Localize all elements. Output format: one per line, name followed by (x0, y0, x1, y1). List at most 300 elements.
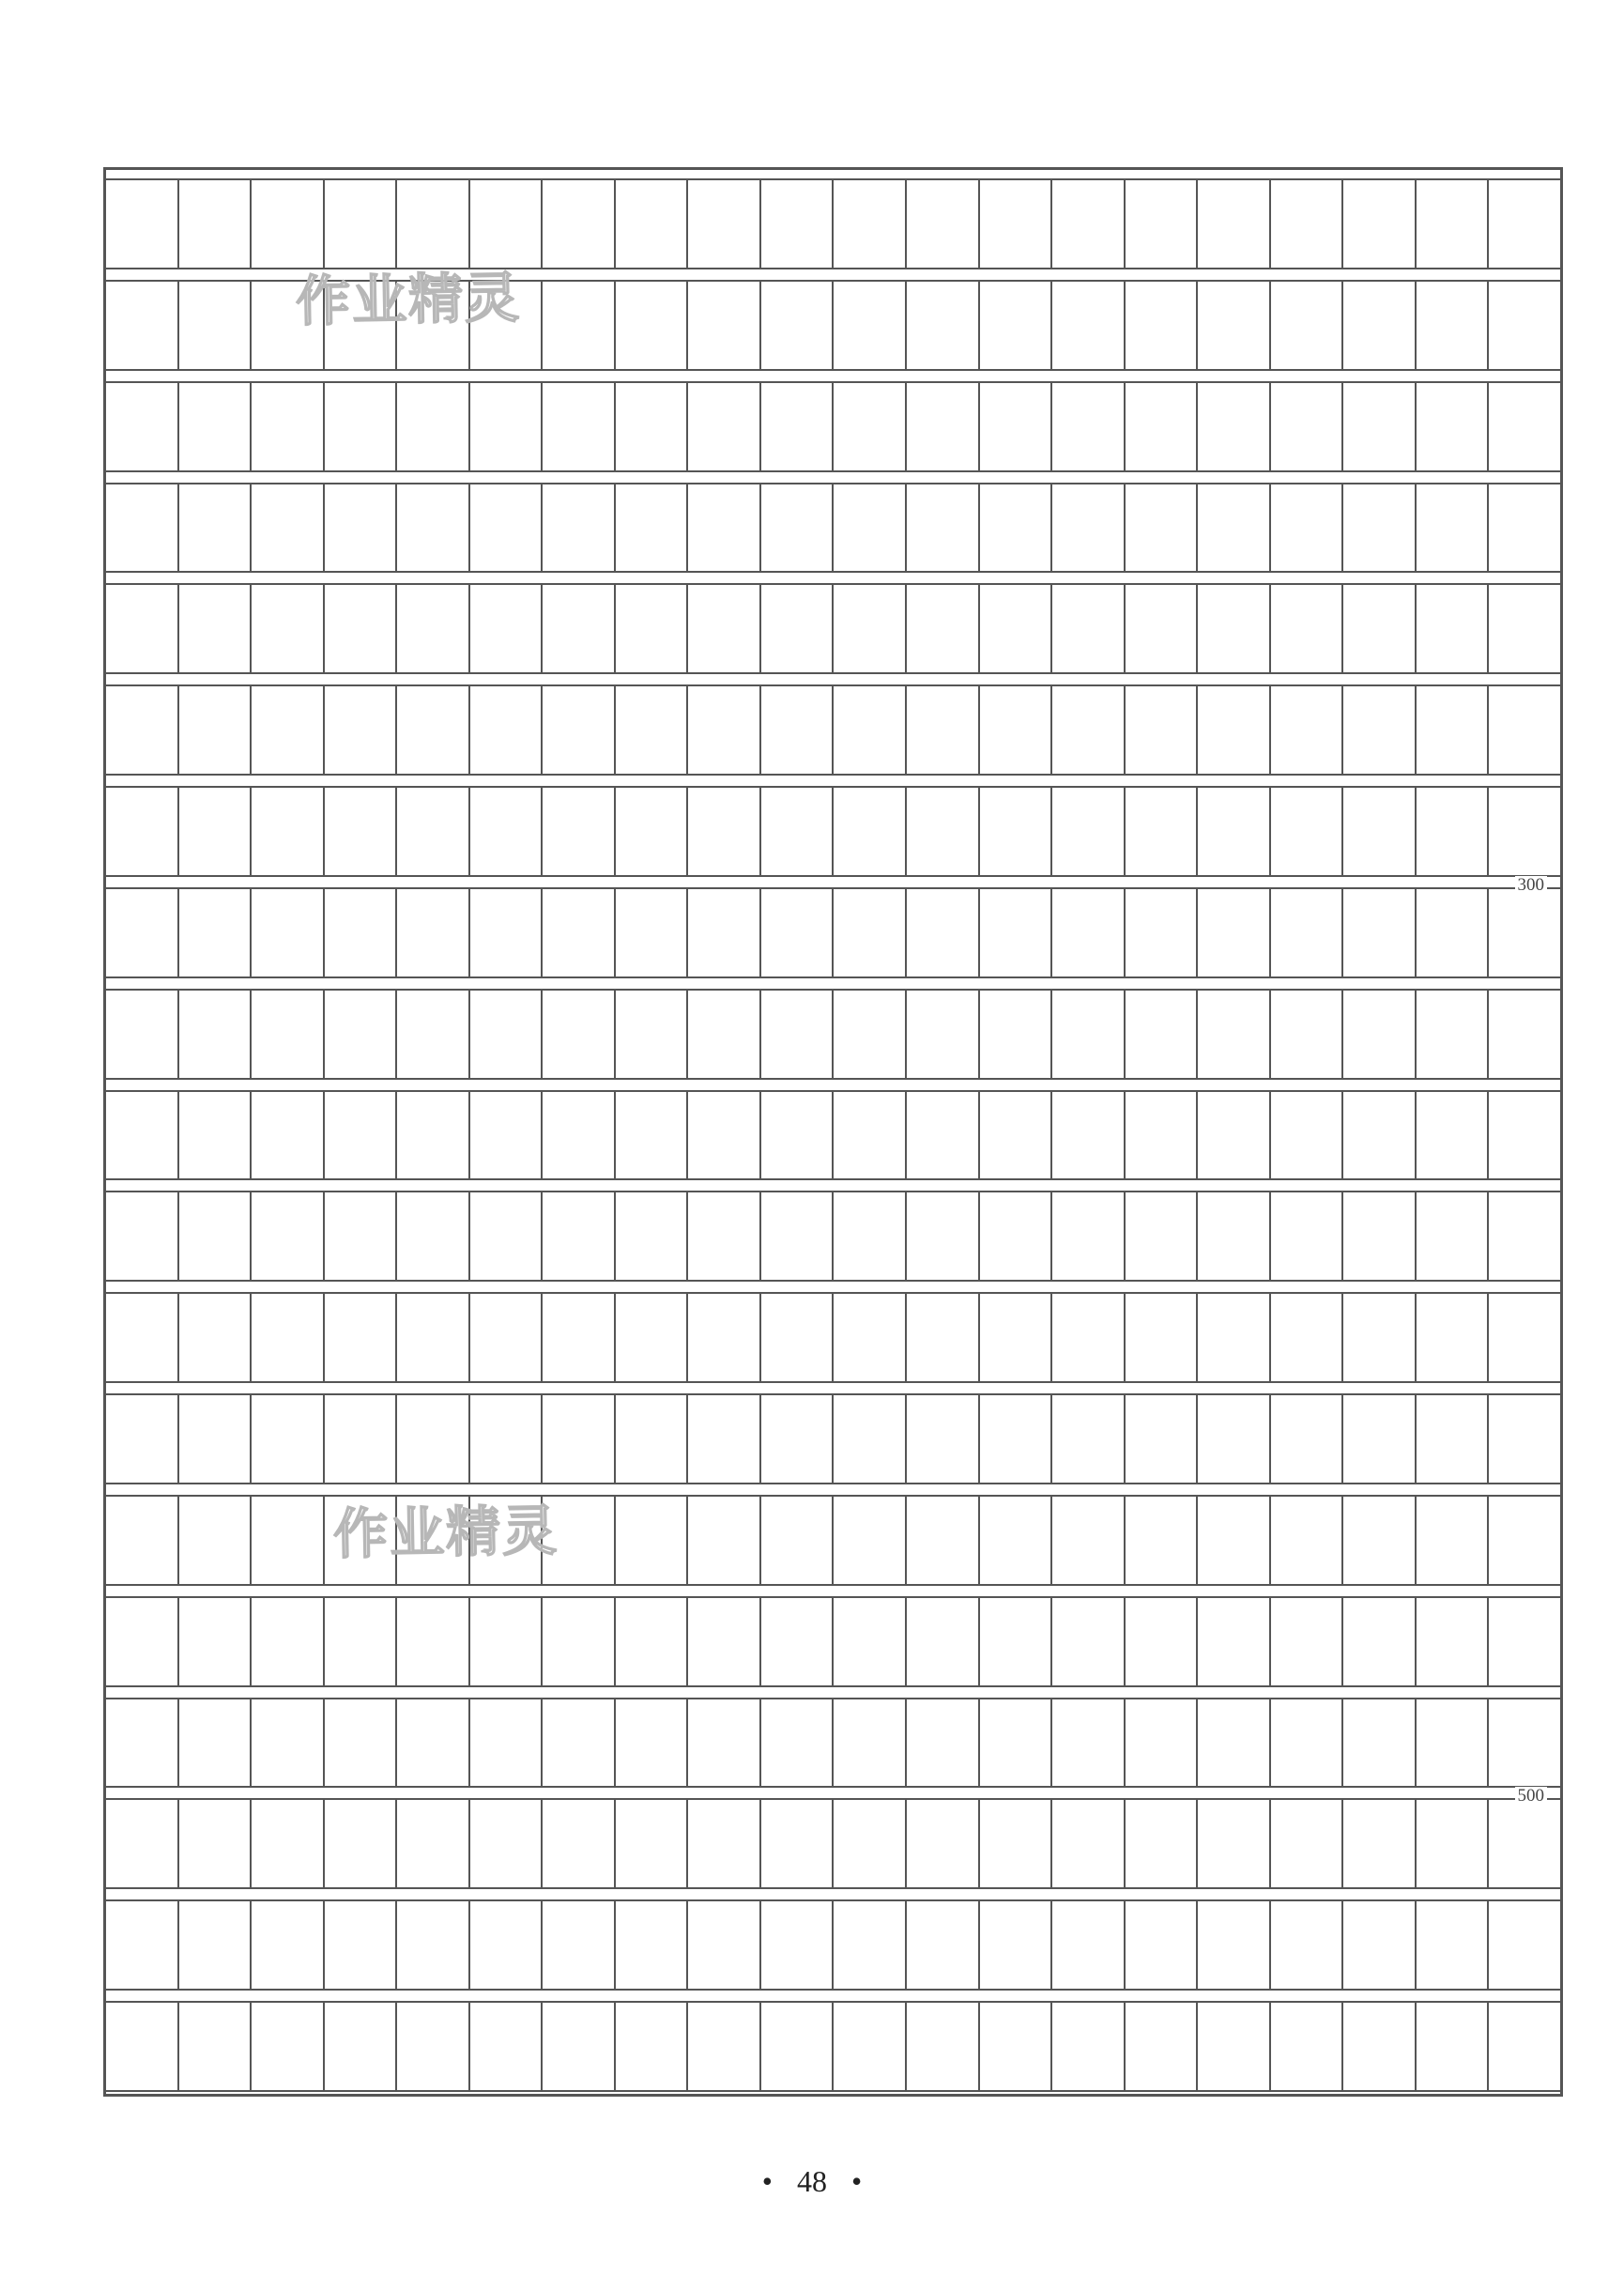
grid-cell[interactable] (177, 282, 251, 369)
grid-cell[interactable] (323, 1699, 396, 1787)
grid-cell[interactable] (686, 1192, 759, 1280)
grid-cell[interactable] (614, 1395, 687, 1483)
grid-cell[interactable] (1124, 788, 1197, 875)
grid-cell[interactable] (759, 2003, 833, 2090)
grid-cell[interactable] (395, 1598, 468, 1685)
grid-cell[interactable] (832, 1699, 905, 1787)
grid-cell[interactable] (468, 686, 542, 774)
grid-cell[interactable] (614, 1699, 687, 1787)
grid-cell[interactable] (978, 383, 1051, 470)
grid-cell[interactable] (1050, 180, 1124, 268)
grid-cell[interactable] (686, 1800, 759, 1887)
grid-cell[interactable] (614, 1598, 687, 1685)
grid-cell[interactable] (177, 180, 251, 268)
grid-cell[interactable] (1124, 1092, 1197, 1179)
grid-cell[interactable] (1415, 991, 1488, 1078)
grid-cell[interactable] (832, 585, 905, 672)
grid-cell[interactable] (759, 1294, 833, 1381)
grid-cell[interactable] (1196, 383, 1269, 470)
grid-cell[interactable] (1341, 1901, 1415, 1989)
grid-cell[interactable] (323, 180, 396, 268)
grid-cell[interactable] (759, 1699, 833, 1787)
grid-cell[interactable] (1415, 383, 1488, 470)
grid-cell[interactable] (1124, 2003, 1197, 2090)
grid-cell[interactable] (106, 686, 177, 774)
grid-cell[interactable] (1341, 484, 1415, 572)
grid-cell[interactable] (614, 1901, 687, 1989)
grid-cell[interactable] (1269, 585, 1342, 672)
grid-cell[interactable] (1196, 585, 1269, 672)
grid-cell[interactable] (1415, 1092, 1488, 1179)
grid-cell[interactable] (177, 2003, 251, 2090)
grid-cell[interactable] (1196, 1294, 1269, 1381)
grid-cell[interactable] (541, 180, 614, 268)
grid-cell[interactable] (1487, 180, 1560, 268)
grid-cell[interactable] (1415, 1192, 1488, 1280)
grid-cell[interactable] (106, 484, 177, 572)
grid-cell[interactable] (1487, 282, 1560, 369)
grid-cell[interactable] (177, 1598, 251, 1685)
grid-cell[interactable] (395, 686, 468, 774)
grid-cell[interactable] (1050, 686, 1124, 774)
grid-cell[interactable] (1415, 180, 1488, 268)
grid-cell[interactable] (759, 686, 833, 774)
grid-cell[interactable] (395, 1092, 468, 1179)
grid-cell[interactable] (978, 1192, 1051, 1280)
grid-cell[interactable] (541, 383, 614, 470)
grid-cell[interactable] (250, 1800, 323, 1887)
grid-cell[interactable] (106, 991, 177, 1078)
grid-cell[interactable] (614, 484, 687, 572)
grid-cell[interactable] (686, 383, 759, 470)
grid-cell[interactable] (1415, 282, 1488, 369)
grid-cell[interactable] (978, 180, 1051, 268)
grid-cell[interactable] (1050, 1800, 1124, 1887)
grid-cell[interactable] (323, 788, 396, 875)
grid-cell[interactable] (1487, 585, 1560, 672)
grid-cell[interactable] (1415, 1800, 1488, 1887)
grid-cell[interactable] (395, 1901, 468, 1989)
grid-cell[interactable] (614, 1800, 687, 1887)
grid-cell[interactable] (541, 686, 614, 774)
grid-cell[interactable] (1415, 1294, 1488, 1381)
grid-cell[interactable] (177, 1901, 251, 1989)
grid-cell[interactable] (177, 1294, 251, 1381)
grid-cell[interactable] (1415, 1598, 1488, 1685)
grid-cell[interactable] (468, 1800, 542, 1887)
grid-cell[interactable] (1415, 1395, 1488, 1483)
grid-cell[interactable] (177, 686, 251, 774)
grid-cell[interactable] (468, 1092, 542, 1179)
grid-cell[interactable] (832, 1294, 905, 1381)
grid-cell[interactable] (1196, 1598, 1269, 1685)
grid-cell[interactable] (106, 1800, 177, 1887)
grid-cell[interactable] (1124, 1901, 1197, 1989)
grid-cell[interactable] (759, 1901, 833, 1989)
grid-cell[interactable] (832, 1192, 905, 1280)
grid-cell[interactable] (978, 585, 1051, 672)
grid-cell[interactable] (1124, 889, 1197, 976)
grid-cell[interactable] (468, 585, 542, 672)
grid-cell[interactable] (250, 1497, 323, 1584)
grid-cell[interactable] (468, 484, 542, 572)
grid-cell[interactable] (686, 1699, 759, 1787)
grid-cell[interactable] (905, 1395, 978, 1483)
grid-cell[interactable] (905, 180, 978, 268)
grid-cell[interactable] (978, 788, 1051, 875)
grid-cell[interactable] (468, 788, 542, 875)
grid-cell[interactable] (541, 889, 614, 976)
grid-cell[interactable] (468, 1192, 542, 1280)
grid-cell[interactable] (177, 1497, 251, 1584)
grid-cell[interactable] (1415, 1901, 1488, 1989)
grid-cell[interactable] (1269, 180, 1342, 268)
grid-cell[interactable] (250, 788, 323, 875)
grid-cell[interactable] (1269, 1598, 1342, 1685)
grid-cell[interactable] (468, 1901, 542, 1989)
grid-cell[interactable] (978, 282, 1051, 369)
grid-cell[interactable] (106, 585, 177, 672)
grid-cell[interactable] (832, 889, 905, 976)
grid-cell[interactable] (177, 788, 251, 875)
grid-cell[interactable] (541, 991, 614, 1078)
grid-cell[interactable] (1487, 1497, 1560, 1584)
grid-cell[interactable] (1196, 889, 1269, 976)
grid-cell[interactable] (614, 788, 687, 875)
grid-cell[interactable] (106, 1092, 177, 1179)
grid-cell[interactable] (250, 585, 323, 672)
grid-cell[interactable] (759, 788, 833, 875)
grid-cell[interactable] (106, 788, 177, 875)
grid-cell[interactable] (905, 1598, 978, 1685)
grid-cell[interactable] (1196, 1901, 1269, 1989)
grid-cell[interactable] (1196, 1192, 1269, 1280)
grid-cell[interactable] (1124, 1192, 1197, 1280)
grid-cell[interactable] (614, 180, 687, 268)
grid-cell[interactable] (614, 383, 687, 470)
grid-cell[interactable] (1196, 788, 1269, 875)
grid-cell[interactable] (250, 1294, 323, 1381)
grid-cell[interactable] (395, 889, 468, 976)
grid-cell[interactable] (905, 282, 978, 369)
grid-cell[interactable] (1487, 484, 1560, 572)
grid-cell[interactable] (686, 1294, 759, 1381)
grid-cell[interactable] (177, 585, 251, 672)
grid-cell[interactable] (1341, 991, 1415, 1078)
grid-cell[interactable] (978, 484, 1051, 572)
grid-cell[interactable] (1269, 1294, 1342, 1381)
grid-cell[interactable] (1415, 1699, 1488, 1787)
grid-cell[interactable] (106, 889, 177, 976)
grid-cell[interactable] (759, 1497, 833, 1584)
grid-cell[interactable] (978, 889, 1051, 976)
grid-cell[interactable] (106, 282, 177, 369)
grid-cell[interactable] (905, 889, 978, 976)
grid-cell[interactable] (1050, 1395, 1124, 1483)
grid-cell[interactable] (832, 788, 905, 875)
grid-cell[interactable] (1415, 788, 1488, 875)
grid-cell[interactable] (978, 1901, 1051, 1989)
grid-cell[interactable] (541, 1901, 614, 1989)
grid-cell[interactable] (759, 1598, 833, 1685)
grid-cell[interactable] (1196, 1800, 1269, 1887)
grid-cell[interactable] (905, 1192, 978, 1280)
grid-cell[interactable] (468, 1699, 542, 1787)
grid-cell[interactable] (759, 1092, 833, 1179)
grid-cell[interactable] (395, 1192, 468, 1280)
grid-cell[interactable] (832, 1598, 905, 1685)
grid-cell[interactable] (905, 1497, 978, 1584)
grid-cell[interactable] (1269, 1092, 1342, 1179)
grid-cell[interactable] (1050, 383, 1124, 470)
grid-cell[interactable] (106, 1598, 177, 1685)
grid-cell[interactable] (978, 686, 1051, 774)
grid-cell[interactable] (1124, 585, 1197, 672)
grid-cell[interactable] (177, 1092, 251, 1179)
grid-cell[interactable] (832, 1395, 905, 1483)
grid-cell[interactable] (1124, 1598, 1197, 1685)
grid-cell[interactable] (1124, 1395, 1197, 1483)
grid-cell[interactable] (1050, 484, 1124, 572)
grid-cell[interactable] (1196, 282, 1269, 369)
grid-cell[interactable] (323, 991, 396, 1078)
grid-cell[interactable] (978, 1092, 1051, 1179)
grid-cell[interactable] (106, 1901, 177, 1989)
grid-cell[interactable] (1196, 1395, 1269, 1483)
grid-cell[interactable] (106, 1699, 177, 1787)
grid-cell[interactable] (1487, 1294, 1560, 1381)
grid-cell[interactable] (759, 484, 833, 572)
grid-cell[interactable] (759, 585, 833, 672)
grid-cell[interactable] (1341, 788, 1415, 875)
grid-cell[interactable] (177, 484, 251, 572)
grid-cell[interactable] (1269, 991, 1342, 1078)
grid-cell[interactable] (1196, 1699, 1269, 1787)
grid-cell[interactable] (250, 2003, 323, 2090)
grid-cell[interactable] (832, 484, 905, 572)
grid-cell[interactable] (1341, 1192, 1415, 1280)
grid-cell[interactable] (759, 1395, 833, 1483)
grid-cell[interactable] (1196, 991, 1269, 1078)
grid-cell[interactable] (323, 1192, 396, 1280)
grid-cell[interactable] (905, 1800, 978, 1887)
grid-cell[interactable] (1415, 2003, 1488, 2090)
grid-cell[interactable] (541, 282, 614, 369)
grid-cell[interactable] (1050, 1598, 1124, 1685)
grid-cell[interactable] (1269, 1800, 1342, 1887)
grid-cell[interactable] (614, 1294, 687, 1381)
grid-cell[interactable] (1269, 1699, 1342, 1787)
grid-cell[interactable] (541, 1598, 614, 1685)
grid-cell[interactable] (1487, 2003, 1560, 2090)
grid-cell[interactable] (541, 1092, 614, 1179)
grid-cell[interactable] (686, 1395, 759, 1483)
grid-cell[interactable] (1341, 889, 1415, 976)
grid-cell[interactable] (1487, 1598, 1560, 1685)
grid-cell[interactable] (395, 991, 468, 1078)
grid-cell[interactable] (905, 1092, 978, 1179)
grid-cell[interactable] (978, 2003, 1051, 2090)
grid-cell[interactable] (468, 889, 542, 976)
grid-cell[interactable] (106, 1395, 177, 1483)
grid-cell[interactable] (905, 1294, 978, 1381)
grid-cell[interactable] (1050, 788, 1124, 875)
grid-cell[interactable] (250, 1901, 323, 1989)
grid-cell[interactable] (1269, 686, 1342, 774)
grid-cell[interactable] (978, 1497, 1051, 1584)
grid-cell[interactable] (323, 1598, 396, 1685)
grid-cell[interactable] (905, 991, 978, 1078)
grid-cell[interactable] (978, 1294, 1051, 1381)
grid-cell[interactable] (1341, 686, 1415, 774)
grid-cell[interactable] (1341, 1092, 1415, 1179)
grid-cell[interactable] (614, 686, 687, 774)
grid-cell[interactable] (1487, 1192, 1560, 1280)
grid-cell[interactable] (905, 1699, 978, 1787)
grid-cell[interactable] (1487, 889, 1560, 976)
grid-cell[interactable] (686, 1598, 759, 1685)
grid-cell[interactable] (832, 1800, 905, 1887)
grid-cell[interactable] (106, 1294, 177, 1381)
grid-cell[interactable] (1196, 1092, 1269, 1179)
grid-cell[interactable] (1196, 484, 1269, 572)
grid-cell[interactable] (1341, 1497, 1415, 1584)
grid-cell[interactable] (905, 788, 978, 875)
grid-cell[interactable] (1269, 889, 1342, 976)
grid-cell[interactable] (177, 889, 251, 976)
grid-cell[interactable] (395, 1699, 468, 1787)
grid-cell[interactable] (468, 1294, 542, 1381)
grid-cell[interactable] (250, 1395, 323, 1483)
grid-cell[interactable] (1415, 889, 1488, 976)
grid-cell[interactable] (106, 1192, 177, 1280)
grid-cell[interactable] (1487, 1699, 1560, 1787)
grid-cell[interactable] (395, 2003, 468, 2090)
grid-cell[interactable] (1341, 383, 1415, 470)
grid-cell[interactable] (177, 1395, 251, 1483)
grid-cell[interactable] (832, 1497, 905, 1584)
grid-cell[interactable] (106, 1497, 177, 1584)
grid-cell[interactable] (1415, 686, 1488, 774)
grid-cell[interactable] (395, 383, 468, 470)
grid-cell[interactable] (686, 180, 759, 268)
grid-cell[interactable] (1050, 991, 1124, 1078)
grid-cell[interactable] (1124, 1294, 1197, 1381)
grid-cell[interactable] (1269, 1497, 1342, 1584)
grid-cell[interactable] (832, 180, 905, 268)
grid-cell[interactable] (1341, 1800, 1415, 1887)
grid-cell[interactable] (541, 1800, 614, 1887)
grid-cell[interactable] (905, 585, 978, 672)
grid-cell[interactable] (1487, 1092, 1560, 1179)
grid-cell[interactable] (177, 1192, 251, 1280)
grid-cell[interactable] (1487, 1800, 1560, 1887)
grid-cell[interactable] (468, 1395, 542, 1483)
grid-cell[interactable] (832, 2003, 905, 2090)
grid-cell[interactable] (106, 2003, 177, 2090)
grid-cell[interactable] (686, 1497, 759, 1584)
grid-cell[interactable] (1269, 1901, 1342, 1989)
grid-cell[interactable] (1341, 282, 1415, 369)
grid-cell[interactable] (759, 991, 833, 1078)
grid-cell[interactable] (395, 1395, 468, 1483)
grid-cell[interactable] (614, 889, 687, 976)
grid-cell[interactable] (1050, 1092, 1124, 1179)
grid-cell[interactable] (978, 991, 1051, 1078)
grid-cell[interactable] (541, 1294, 614, 1381)
grid-cell[interactable] (1487, 788, 1560, 875)
grid-cell[interactable] (323, 1800, 396, 1887)
grid-cell[interactable] (832, 383, 905, 470)
grid-cell[interactable] (1124, 1800, 1197, 1887)
grid-cell[interactable] (686, 2003, 759, 2090)
grid-cell[interactable] (323, 585, 396, 672)
grid-cell[interactable] (614, 585, 687, 672)
grid-cell[interactable] (541, 1699, 614, 1787)
grid-cell[interactable] (614, 1192, 687, 1280)
grid-cell[interactable] (177, 383, 251, 470)
grid-cell[interactable] (1269, 282, 1342, 369)
grid-cell[interactable] (978, 1395, 1051, 1483)
grid-cell[interactable] (614, 282, 687, 369)
grid-cell[interactable] (686, 585, 759, 672)
grid-cell[interactable] (686, 1901, 759, 1989)
grid-cell[interactable] (323, 1092, 396, 1179)
grid-cell[interactable] (978, 1800, 1051, 1887)
grid-cell[interactable] (250, 383, 323, 470)
grid-cell[interactable] (541, 1192, 614, 1280)
grid-cell[interactable] (468, 991, 542, 1078)
grid-cell[interactable] (177, 991, 251, 1078)
grid-cell[interactable] (541, 484, 614, 572)
grid-cell[interactable] (1487, 991, 1560, 1078)
grid-cell[interactable] (1196, 686, 1269, 774)
grid-cell[interactable] (1269, 383, 1342, 470)
grid-cell[interactable] (1415, 1497, 1488, 1584)
grid-cell[interactable] (759, 1800, 833, 1887)
grid-cell[interactable] (686, 889, 759, 976)
grid-cell[interactable] (686, 686, 759, 774)
grid-cell[interactable] (395, 484, 468, 572)
grid-cell[interactable] (1050, 1497, 1124, 1584)
grid-cell[interactable] (395, 1294, 468, 1381)
grid-cell[interactable] (1341, 1699, 1415, 1787)
grid-cell[interactable] (1341, 180, 1415, 268)
grid-cell[interactable] (250, 1192, 323, 1280)
grid-cell[interactable] (395, 1800, 468, 1887)
grid-cell[interactable] (832, 686, 905, 774)
grid-cell[interactable] (395, 788, 468, 875)
grid-cell[interactable] (1487, 1901, 1560, 1989)
grid-cell[interactable] (541, 2003, 614, 2090)
grid-cell[interactable] (541, 788, 614, 875)
grid-cell[interactable] (1050, 1901, 1124, 1989)
grid-cell[interactable] (1050, 1294, 1124, 1381)
grid-cell[interactable] (1415, 484, 1488, 572)
grid-cell[interactable] (1050, 1192, 1124, 1280)
grid-cell[interactable] (250, 686, 323, 774)
grid-cell[interactable] (1196, 1497, 1269, 1584)
grid-cell[interactable] (832, 282, 905, 369)
grid-cell[interactable] (177, 1699, 251, 1787)
grid-cell[interactable] (614, 1092, 687, 1179)
grid-cell[interactable] (1341, 585, 1415, 672)
grid-cell[interactable] (1415, 585, 1488, 672)
grid-cell[interactable] (1341, 1294, 1415, 1381)
grid-cell[interactable] (323, 2003, 396, 2090)
grid-cell[interactable] (759, 282, 833, 369)
grid-cell[interactable] (1269, 788, 1342, 875)
